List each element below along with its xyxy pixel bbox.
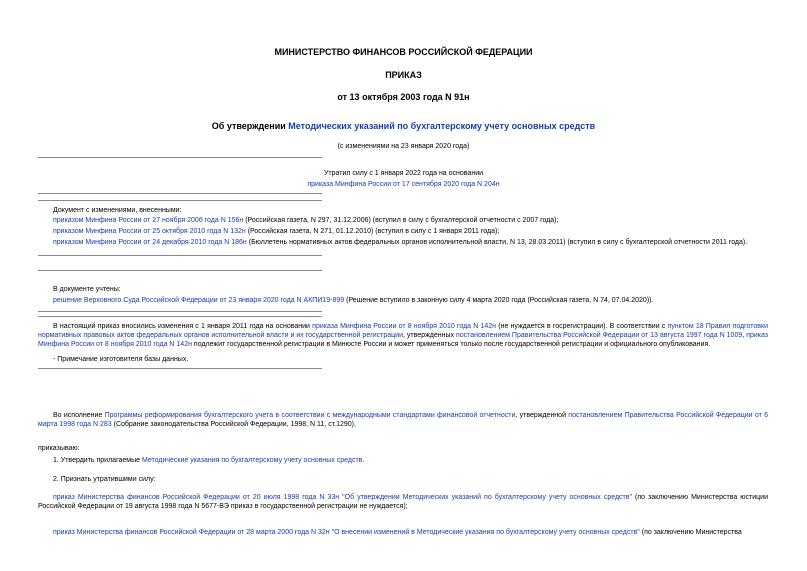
divider — [38, 157, 322, 158]
intro-link[interactable]: постановлением Правительства Российской Федерации от 6 марта 1998 года N 283 — [38, 412, 769, 428]
divider — [38, 200, 322, 201]
editor-note: В настоящий приказ вносились изменения с 1 января 2011 года на основании приказа Минфина России от 8 ноября 2010 года N 142н (не нуждается в госрегистрации). В соответствии с пунктом 18 Правил подготовки нормативных правовых актов федеральных органов исполнительной власти и их государственной регистрации, утвержденных постановлением Правительства Российской Федерации от 13 августа 1997 года N 1009, приказ Минфина России от 8 ноября 2010 года N 142н подлежит государственной регистрации в Минюсте России и может применяться только после государственной регистрации и официального опубликования. — [38, 323, 769, 348]
considered-item: решение Верховного Суда Российской Федерации от 23 января 2020 года N АКПИ19-899 (Решение вступило в законную силу 4 марта 2020 года (Российская газета, N 74, 07.04.2020)). — [53, 297, 654, 304]
amendment-link[interactable]: приказом Минфина России от 25 октября 2010 года N 132н — [53, 228, 246, 235]
document-title — [0, 121, 807, 131]
title-prefix: Об утверждении — [211, 121, 289, 131]
orders-line: приказываю: — [38, 445, 80, 452]
considered-link[interactable]: решение Верховного Суда Российской Федерации от 23 января 2020 года N АКПИ19-899 — [53, 297, 345, 304]
repealed-link[interactable]: приказ Министерства финансов Российской Федерации от 20 июля 1998 года N 33н "Об утверждении Методических указаний по бухгалтерскому учету основных средств" — [53, 494, 632, 501]
amendments-heading: Документ с изменениями, внесенными: — [53, 207, 182, 214]
order-item-1: 1. Утвердить прилагаемые Методические указания по бухгалтерскому учету основных средств. — [53, 457, 365, 464]
expired-link[interactable]: приказа Минфина России от 17 сентября 2020 года N 204н — [307, 181, 500, 188]
order-item-2: 2. Признать утратившими силу: — [53, 476, 156, 483]
divider — [38, 193, 322, 194]
amendment-item: приказом Минфина России от 27 ноября 2006 года N 156н (Российская газета, N 297, 31.12.2006) (вступил в силу с бухгалтерской отчетности с 2007 года); — [53, 217, 559, 224]
expired-notice: Утратил силу с 1 января 2022 года на основании — [323, 170, 484, 177]
divider — [38, 368, 322, 369]
document-date-number: от 13 октября 2003 года N 91н — [337, 92, 470, 102]
amendment-link[interactable]: приказом Минфина России от 27 ноября 2006 года N 156н — [53, 217, 244, 224]
note-link[interactable]: постановлением Правительства Российской Федерации от 13 августа 1997 года N 1009 — [455, 332, 743, 339]
repealed-order-1: приказ Министерства финансов Российской Федерации от 20 июля 1998 года N 33н "Об утверждении Методических указаний по бухгалтерскому учету основных средств" (по заключению Министерства юстиции Российской Федерации от 19 августа 1998 года N 5677-ВЭ приказ в государственной регистрации не нуждается); — [38, 494, 768, 510]
divider — [38, 316, 322, 317]
note-link[interactable]: пунктом 18 Правил подготовки нормативных правовых актов федеральных органов исполнительной власти и их государственной регистрации — [38, 323, 768, 339]
divider — [38, 255, 322, 256]
document-type: ПРИКАЗ — [385, 70, 422, 80]
note-link[interactable]: приказ Минфина России от 8 ноября 2010 года N 142н — [38, 332, 769, 348]
ministry-heading: МИНИСТЕРСТВО ФИНАНСОВ РОССИЙСКОЙ ФЕДЕРАЦИИ — [274, 47, 533, 57]
note-link[interactable]: приказа Минфина России от 8 ноября 2010 года N 142н — [312, 323, 497, 330]
amendment-link[interactable]: приказом Минфина России от 24 декабря 2010 года N 186н — [53, 239, 247, 246]
divider — [38, 270, 322, 271]
revision-note: (с изменениями на 23 января 2020 года) — [337, 143, 470, 150]
intro-paragraph: Во исполнение Программы реформирования бухгалтерского учета в соответствии с международными стандартами финансовой отчетности, утвержденной постановлением Правительства Российской Федерации от 6 марта 1998 года N 283 (Собрание законодательства Российской Федерации, 1998, N 11, ст.1290), — [38, 412, 769, 428]
intro-link[interactable]: Программы реформирования бухгалтерского учета в соответствии с международными стандартами финансовой отчетности — [104, 412, 516, 419]
title-link[interactable]: Методических указаний по бухгалтерскому учету основных средств — [288, 121, 596, 131]
repealed-link[interactable]: приказ Министерства финансов Российской Федерации от 28 марта 2000 года N 32н "О внесении изменений в Методические указания по бухгалтерскому учету основных средств" — [53, 529, 640, 536]
repealed-order-2: приказ Министерства финансов Российской Федерации от 28 марта 2000 года N 32н "О внесении изменений в Методические указания по бухгалтерскому учету основных средств" (по заключению Министерства — [53, 529, 742, 536]
amendment-item: приказом Минфина России от 25 октября 2010 года N 132н (Российская газета, N 271, 01.12.2010) (вступил в силу с 1 января 2011 года); — [53, 228, 500, 235]
editor-note-footer: - Примечание изготовителя базы данных. — [53, 356, 189, 363]
amendment-item: приказом Минфина России от 24 декабря 2010 года N 186н (Бюллетень нормативных актов федеральных органов исполнительной власти, N 13, 28.03.2011) (вступил в силу с бухгалтерской отчетности 2011 года). — [53, 239, 748, 246]
divider — [38, 311, 322, 312]
guidelines-link[interactable]: Методические указания по бухгалтерскому учету основных средств — [141, 457, 363, 464]
considered-heading: В документе учтены: — [53, 286, 121, 293]
